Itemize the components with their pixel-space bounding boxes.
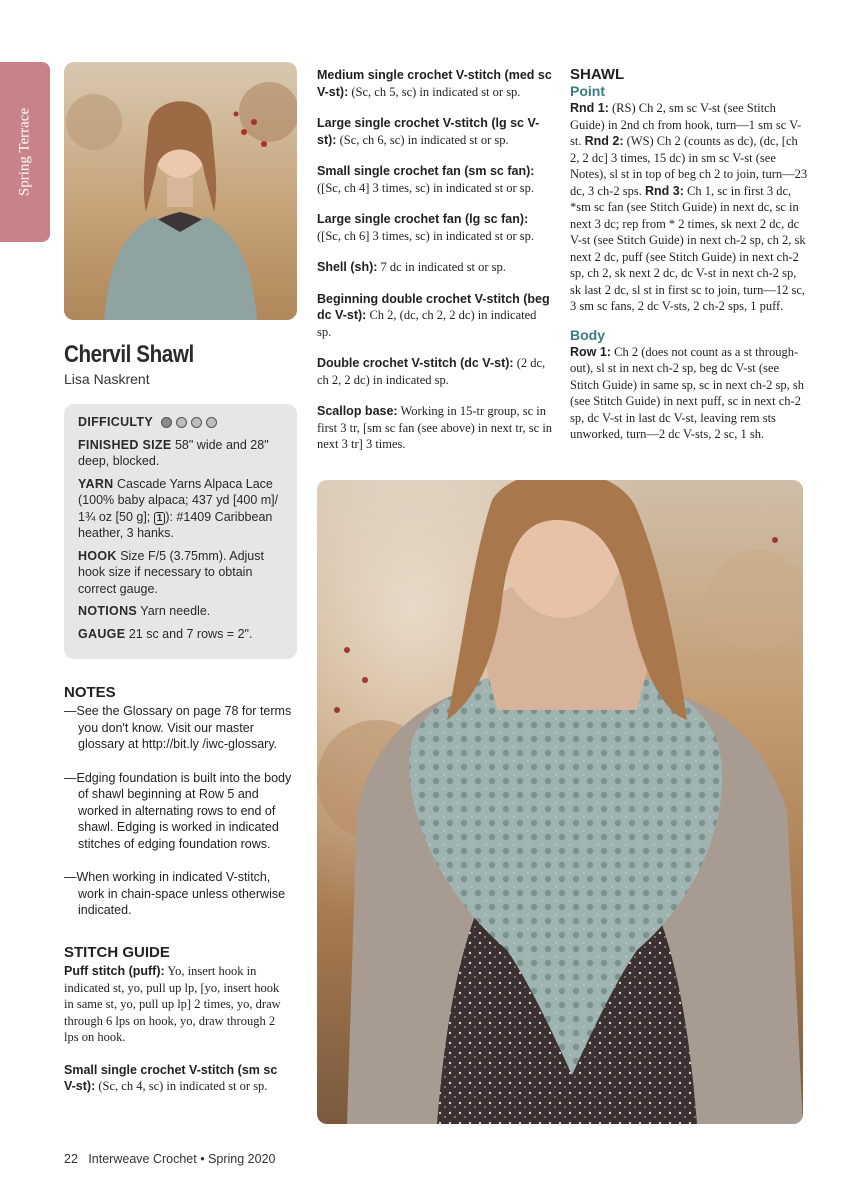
page-number: 22 [64,1152,78,1166]
shawl-instructions [570,66,808,443]
notes-heading: NOTES [64,684,116,701]
footer-bullet: • [200,1152,205,1166]
difficulty-row [78,414,285,431]
gauge: GAUGE 21 sc and 7 rows = 2". [78,626,253,641]
yarn: YARN Cascade Yarns Alpaca Lace (100% baby alpaca; 437 yd [400 m]/ 1¾ oz [50 g]; 1 ): #1409 Caribbean heather, 3 hanks. [78,476,279,540]
note-item: —Edging foundation is built into the body of shawl beginning at Row 5 and worked in alternating rows to end of shawl. Edging is worked in indicated stitches of edging foundation rows. [64,770,292,851]
stitch-entry: Double crochet V-stitch (dc V-st): (2 dc, ch 2, 2 dc) in indicated sp. [317,356,546,387]
difficulty-dot-icon [191,417,202,428]
yarn-weight-icon: 1 [154,512,166,525]
body-heading: Body [570,326,605,343]
model-photo-large [317,480,803,1124]
difficulty-dot-icon [176,417,187,428]
section-tab-label: Spring Terrace [16,107,33,197]
stitch-entry: Puff stitch (puff): Yo, insert hook in indicated st, yo, pull up lp, [yo, insert hook in same st, yo, pull up lp] 2 times, yo, draw through 6 lps on hook, yo, draw through 2 lps on hook. [64,964,281,1044]
stitch-guide-col2 [317,67,553,468]
model-photo-small [64,62,297,320]
shawl-heading: SHAWL [570,66,625,83]
pattern-title: Chervil Shawl [64,341,194,368]
spec-box [64,404,297,659]
stitch-guide-col1 [64,963,292,1095]
stitch-entry: Beginning double crochet V-stitch (beg dc V-st): Ch 2, (dc, ch 2, 2 dc) in indicated sp. [317,291,550,339]
stitch-entry: Small single crochet fan (sm sc fan): ([Sc, ch 4] 3 times, sc) in indicated st or sp. [317,164,535,195]
stitch-entry: Shell (sh): 7 dc in indicated st or sp. [317,260,506,274]
publication-name: Interweave Crochet [88,1152,197,1166]
finished-size: FINISHED SIZE 58" wide and 28" deep, blocked. [78,437,269,468]
pattern-designer: Lisa Naskrent [64,371,150,387]
stitch-entry: Small single crochet V-stitch (sm sc V-st): (Sc, ch 4, sc) in indicated st or sp. [64,1062,278,1093]
stitch-entry: Scallop base: Working in 15-tr group, sc in first 3 tr, [sm sc fan (see above) in next tr, sc in next 3 tr] 3 times. [317,404,553,451]
note-item: —When working in indicated V-stitch, work in chain-space unless otherwise indicated. [64,870,286,917]
stitch-entry: Large single crochet fan (lg sc fan): ([Sc, ch 6] 3 times, sc) in indicated st or sp. [317,212,534,243]
point-heading: Point [570,83,605,99]
stitch-entry: Medium single crochet V-stitch (med sc V-st): (Sc, ch 5, sc) in indicated st or sp. [317,68,552,99]
point-rounds: Rnd 1: (RS) Ch 2, sm sc V-st (see Stitch Guide) in 2nd ch from hook, turn—1 sm sc V-st. Rnd 2: (WS) Ch 2 (counts as dc), (dc, [ch 2, 2 dc] 3 times, 15 dc) in sm sc V-st (see Notes), sl st in top of beg ch 2 to join, turn—23 dc, 3 ch-2 sps. Rnd 3: Ch 1, sc in first 3 dc, *sm sc fan (see Stitch Guide) in next dc, sc in next 3 dc; rep from * 2 times, sk next 2 dc, dc V-st (see Stitch Guide) in next ch-2 sp, ch 2, sk next 2 dc, puff (see Stitch Guide) in next ch-2 sp, ch 2, sk next 2 dc, dc V-st in next ch-2 sp, sk last 2 dc, sl st in first sc to join, turn—12 sc, 3 sm sc fans, 2 dc V-sts, 2 ch-2 sps, 1 puff. [570,101,808,313]
stitch-guide-heading: STITCH GUIDE [64,944,170,961]
issue-date: Spring 2020 [208,1152,276,1166]
section-tab [0,62,50,242]
difficulty-label: DIFFICULTY [78,415,153,429]
notions: NOTIONS Yarn needle. [78,604,211,618]
notes-list [64,703,300,936]
note-item: —See the Glossary on page 78 for terms you don't know. Visit our master glossary at http://bit.ly /iwc-glossary. [64,704,292,751]
stitch-entry: Large single crochet V-stitch (lg sc V-st): (Sc, ch 6, sc) in indicated st or sp. [317,116,540,147]
body-rows: Row 1: Ch 2 (does not count as a st through-out), sl st in next ch-2 sp, beg dc V-st (see Stitch Guide) in same sp, sc in next ch-2 sp, sh (see Stitch Guide) in next puff, sc in next ch-2 sp, dc V-st in last dc V-st, leaving rem sts unworked, turn—2 dc V-sts, 2 sc, 1 sh. [570,344,804,441]
difficulty-dot-icon [206,417,217,428]
page-footer [64,1152,276,1166]
hook: HOOK Size F/5 (3.75mm). Adjust hook size if necessary to obtain correct gauge. [78,548,264,596]
difficulty-dot-icon [161,417,172,428]
